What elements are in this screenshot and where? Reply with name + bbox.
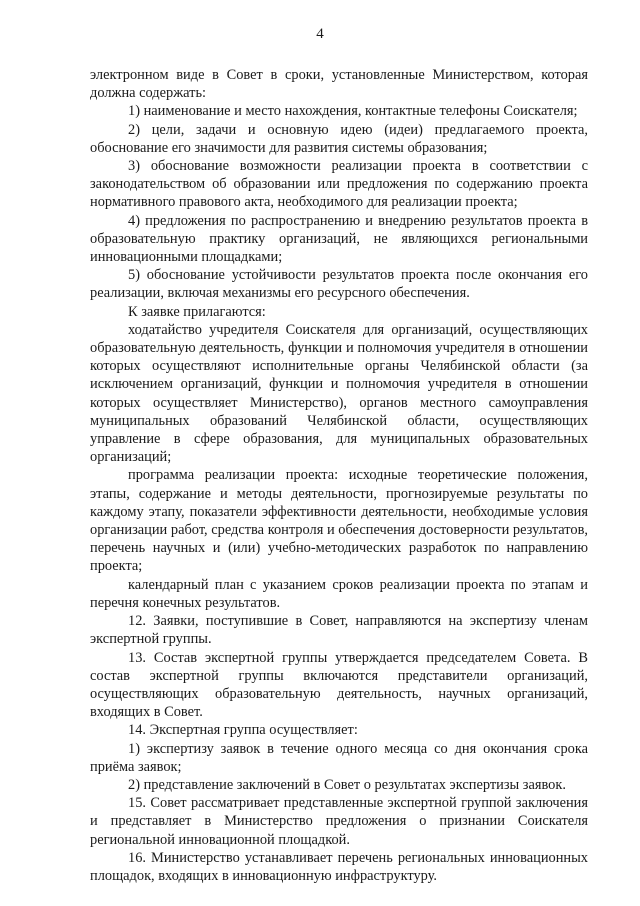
- paragraph-continuation: электронном виде в Совет в сроки, установленные Министерством, которая должна содержать:: [90, 67, 588, 102]
- clause-14-item-1: 1) экспертизу заявок в течение одного месяца со дня окончания срока приёма заявок;: [90, 740, 588, 775]
- clause-15: 15. Совет рассматривает представленные экспертной группой заключения и представляет в Министерство предложения о признании Соискателя региональной инновационной площадкой.: [90, 795, 588, 848]
- document-body: [90, 66, 588, 885]
- attachment-petition: ходатайство учредителя Соискателя для организаций, осуществляющих образовательную деятельность, функции и полномочия учредителя в отношении которых осуществляют исполнительные органы Челябинской области (за исключением организаций, функции и полномочия учредителя в отношении которых осуществляет Министерство), органов местного самоуправления муниципальных образований Челябинской области, осуществляющих управление в сфере образования, для муниципальных образовательных организаций;: [90, 321, 588, 466]
- list-item-3: 3) обоснование возможности реализации проекта в соответствии с законодательством об образовании или предложения по содержанию проекта нормативного правового акта, необходимого для реализации проекта;: [90, 158, 588, 211]
- attachment-program: программа реализации проекта: исходные теоретические положения, этапы, содержание и методы деятельности, прогнозируемые результаты по каждому этапу, показатели эффективности деятельности, необходимые условия организации работ, средства контроля и обеспечения достоверности результатов, перечень научных и (или) учебно-методических разработок по направлению проекта;: [90, 467, 588, 575]
- list-item-4: 4) предложения по распространению и внедрению результатов проекта в образовательную практику организаций, не являющихся региональными инновационными площадками;: [90, 212, 588, 266]
- list-item-5: 5) обоснование устойчивости результатов проекта после окончания его реализации, включая механизмы его ресурсного обеспечения.: [90, 267, 588, 302]
- list-item-1: 1) наименование и место нахождения, контактные телефоны Соискателя;: [128, 103, 578, 120]
- clause-16: 16. Министерство устанавливает перечень региональных инновационных площадок, входящих в инновационную инфраструктуру.: [90, 849, 588, 884]
- clause-14: 14. Экспертная группа осуществляет:: [128, 722, 358, 739]
- clause-14-item-2: 2) представление заключений в Совет о результатах экспертизы заявок.: [128, 776, 566, 793]
- attachment-calendar-plan: календарный план с указанием сроков реализации проекта по этапам и перечня конечных результатов.: [90, 576, 588, 611]
- list-item-2: 2) цели, задачи и основную идею (идеи) предлагаемого проекта, обоснование его значимости для развития системы образования;: [90, 121, 588, 156]
- clause-12: 12. Заявки, поступившие в Совет, направляются на экспертизу членам экспертной группы.: [90, 613, 588, 648]
- page-number: 4: [316, 26, 324, 42]
- attachments-heading: К заявке прилагаются:: [128, 303, 266, 320]
- clause-13: 13. Состав экспертной группы утверждается председателем Совета. В состав экспертной группы включаются представители организаций, осуществляющих образовательную деятельность, научных организаций, входящих в Совет.: [90, 649, 588, 721]
